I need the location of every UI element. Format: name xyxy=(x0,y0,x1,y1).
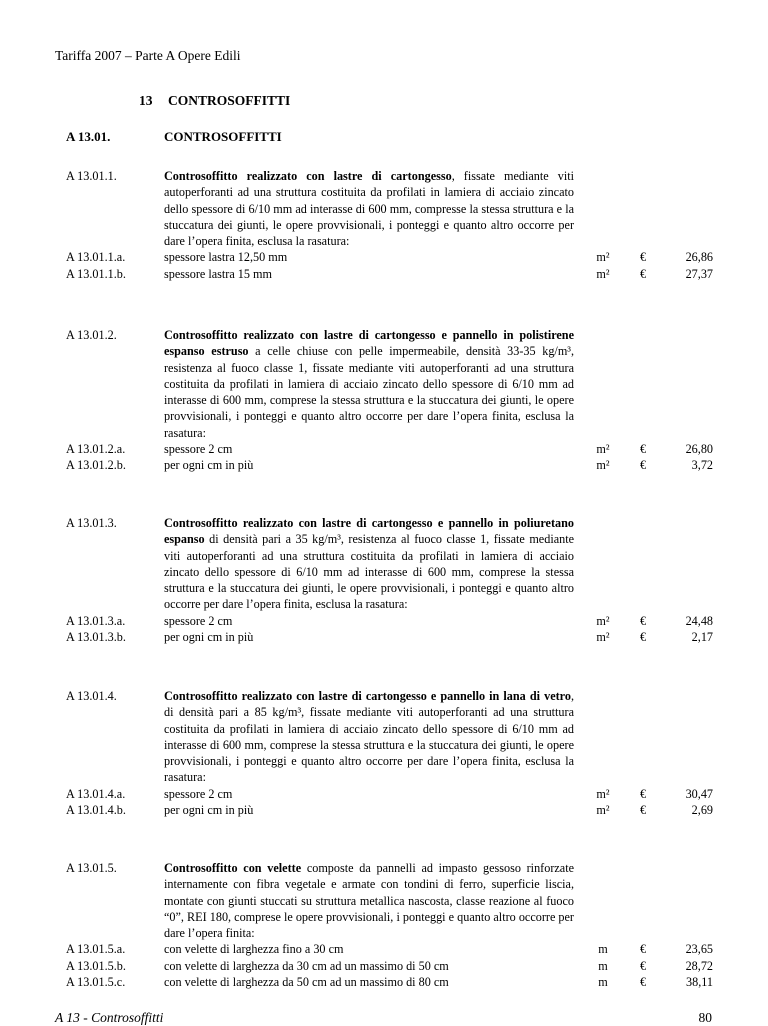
entry-description-row xyxy=(66,168,716,249)
currency-symbol: € xyxy=(640,266,647,281)
entry-description-row xyxy=(66,327,716,441)
entry-description-bold: Controsoffitto realizzato con lastre di cartongesso xyxy=(164,169,452,183)
entry-code: A 13.01.1. xyxy=(66,169,117,183)
item-unit: m² xyxy=(596,250,610,265)
item-description: spessore lastra 15 mm xyxy=(164,266,272,281)
entry-description-row xyxy=(66,860,716,941)
item-code: A 13.01.2.a. xyxy=(66,442,126,457)
item-code: A 13.01.5.b. xyxy=(66,958,126,973)
item-description: spessore 2 cm xyxy=(164,442,233,457)
price-item-row xyxy=(66,249,716,265)
entry-code: A 13.01.5. xyxy=(66,861,117,875)
entry-description-text: composte da pannelli ad impasto gessoso rinforzate internamente con fibra vegetale e armate con tondini di ferro, superficie liscia, montate con giunti stuccati su struttura metallica nascosta, classe reazione al fuoco “0”, REI 180, comprese le opere provvisionali, i ponteggi e quanto altro occorre per dare l’opera finita: xyxy=(164,861,574,941)
price-item-row xyxy=(66,266,716,282)
entry-description-text: , di densità pari a 85 kg/m³, fissate mediante viti autoperforanti ad una struttura costituita da profilati in lamiera di acciaio zincato dello spessore di 6/10 mm ad interasse di 600 mm, comprese la stessa struttura e la stuccatura dei giunti, le opere provvisionali, i ponteggi e quanto altro occorre per dare l’opera finita, esclusa la rasatura: xyxy=(164,689,574,785)
entry-description xyxy=(164,688,574,786)
price-item-row xyxy=(66,629,716,645)
price-item-row xyxy=(66,457,716,473)
tariff-entry xyxy=(66,688,716,818)
page-header: Tariffa 2007 – Parte A Opere Edili xyxy=(55,48,241,63)
price-item-row xyxy=(66,974,716,990)
price-item-row xyxy=(66,941,716,957)
item-unit: m² xyxy=(596,786,610,801)
currency-symbol: € xyxy=(640,975,647,990)
item-description: spessore 2 cm xyxy=(164,613,233,628)
entry-description-row xyxy=(66,688,716,786)
item-code: A 13.01.1.b. xyxy=(66,266,126,281)
entry-description xyxy=(164,860,574,941)
entry-code: A 13.01.2. xyxy=(66,328,117,342)
page-footer-title: A 13 - Controsoffitti xyxy=(55,1010,164,1025)
currency-symbol: € xyxy=(640,803,647,818)
item-code: A 13.01.5.c. xyxy=(66,975,126,990)
entry-description xyxy=(164,515,574,613)
chapter-number: 13 xyxy=(139,93,153,108)
tariff-entry xyxy=(66,515,716,645)
currency-symbol: € xyxy=(640,786,647,801)
item-unit: m xyxy=(598,975,608,990)
item-unit: m xyxy=(598,958,608,973)
entry-code: A 13.01.4. xyxy=(66,689,117,703)
item-unit: m² xyxy=(596,630,610,645)
item-description: spessore 2 cm xyxy=(164,786,233,801)
entry-description xyxy=(164,168,574,249)
item-price: 26,86 xyxy=(685,250,713,265)
item-description: per ogni cm in più xyxy=(164,458,254,473)
item-price: 2,69 xyxy=(691,803,713,818)
price-item-row xyxy=(66,786,716,802)
entry-code: A 13.01.3. xyxy=(66,516,117,530)
entry-description-bold: Controsoffitto con velette xyxy=(164,861,302,875)
item-code: A 13.01.4.b. xyxy=(66,803,126,818)
entry-description-bold: Controsoffitto realizzato con lastre di cartongesso e pannello in poliuretano espanso xyxy=(164,516,574,547)
entry-description-bold: Controsoffitto realizzato con lastre di cartongesso e pannello in lana di vetro xyxy=(164,689,571,703)
item-unit: m² xyxy=(596,458,610,473)
item-unit: m² xyxy=(596,442,610,457)
item-price: 24,48 xyxy=(685,613,713,628)
item-price: 3,72 xyxy=(691,458,713,473)
item-price: 2,17 xyxy=(691,630,713,645)
item-description: per ogni cm in più xyxy=(164,630,254,645)
price-item-row xyxy=(66,802,716,818)
chapter-heading xyxy=(139,93,290,109)
entry-description-text: di densità pari a 35 kg/m³, resistenza al fuoco classe 1, fissate mediante viti autoperforanti ad una struttura costituita da profilati in lamiera di acciaio zincato dello spessore di 6/10 mm ad interasse di 600 mm, comprese la stessa struttura e la stuccatura dei giunti, le opere provvisionali, i ponteggi e quanto altro occorre per dare l’opera finita, esclusa la rasatura: xyxy=(164,532,574,612)
tariff-entry xyxy=(66,168,716,282)
section-title: CONTROSOFFITTI xyxy=(164,129,282,144)
currency-symbol: € xyxy=(640,630,647,645)
item-unit: m² xyxy=(596,613,610,628)
item-price: 23,65 xyxy=(685,942,713,957)
entry-description xyxy=(164,327,574,441)
currency-symbol: € xyxy=(640,942,647,957)
chapter-title: CONTROSOFFITTI xyxy=(168,93,291,108)
item-description: con velette di larghezza fino a 30 cm xyxy=(164,942,344,957)
item-code: A 13.01.3.a. xyxy=(66,613,126,628)
item-code: A 13.01.1.a. xyxy=(66,250,126,265)
section-code: A 13.01. xyxy=(66,129,111,144)
item-description: con velette di larghezza da 30 cm ad un massimo di 50 cm xyxy=(164,958,449,973)
item-code: A 13.01.4.a. xyxy=(66,786,126,801)
item-description: per ogni cm in più xyxy=(164,803,254,818)
tariff-entry xyxy=(66,327,716,474)
price-item-row xyxy=(66,613,716,629)
item-description: con velette di larghezza da 50 cm ad un massimo di 80 cm xyxy=(164,975,449,990)
item-code: A 13.01.5.a. xyxy=(66,942,126,957)
item-price: 38,11 xyxy=(686,975,713,990)
item-description: spessore lastra 12,50 mm xyxy=(164,250,288,265)
tariff-entry xyxy=(66,860,716,990)
currency-symbol: € xyxy=(640,613,647,628)
item-code: A 13.01.3.b. xyxy=(66,630,126,645)
entry-description-text: , fissate mediante viti autoperforanti ad una struttura costituita da profilati in lamiera di acciaio zincato dello spessore di 6/10 mm ad interasse di 600 mm, compresse la stessa struttura e la stuccatura dei giunti, le opere provvisionali, i ponteggi e quanto altro occorre per dare l’opera finita, esclusa la rasatura: xyxy=(164,169,574,249)
currency-symbol: € xyxy=(640,442,647,457)
item-price: 26,80 xyxy=(685,442,713,457)
entry-description-text: a celle chiuse con pelle impermeabile, densità 33-35 kg/m³, resistenza al fuoco classe 1, fissate mediante viti autoperforanti ad una struttura costituita da profilati in lamiera di acciaio zincato dello spessore di 6/10 mm ad interasse di 600 mm, comprese la stessa struttura e la stuccatura dei giunti, le opere provvisionali, i ponteggi e quanto altro occorre per dare l’opera finita, esclusa la rasatura: xyxy=(164,344,574,440)
page-number: 80 xyxy=(698,1010,712,1025)
item-unit: m xyxy=(598,942,608,957)
currency-symbol: € xyxy=(640,250,647,265)
currency-symbol: € xyxy=(640,458,647,473)
price-item-row xyxy=(66,958,716,974)
item-unit: m² xyxy=(596,266,610,281)
price-item-row xyxy=(66,441,716,457)
entry-description-bold: Controsoffitto realizzato con lastre di cartongesso e pannello in polistirene espanso estruso xyxy=(164,328,574,359)
item-price: 27,37 xyxy=(685,266,713,281)
item-price: 30,47 xyxy=(685,786,713,801)
entry-description-row xyxy=(66,515,716,613)
item-code: A 13.01.2.b. xyxy=(66,458,126,473)
currency-symbol: € xyxy=(640,958,647,973)
item-price: 28,72 xyxy=(685,958,713,973)
item-unit: m² xyxy=(596,803,610,818)
